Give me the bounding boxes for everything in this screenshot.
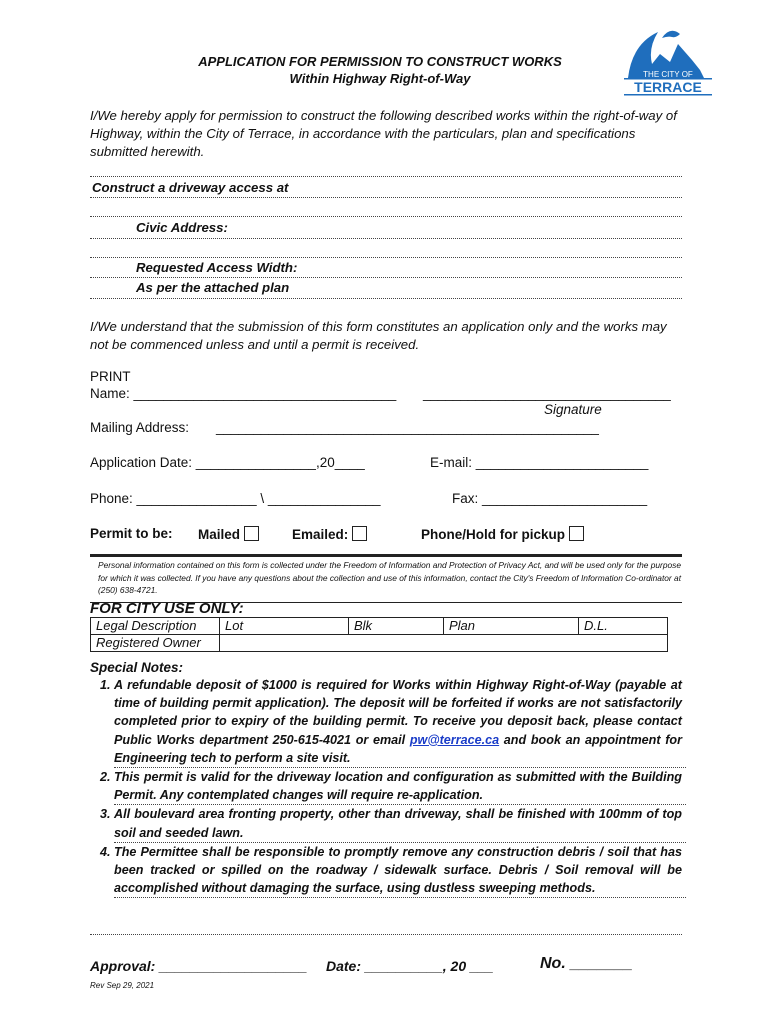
city-use-table	[90, 617, 668, 652]
logo-text-main: TERRACE	[634, 79, 702, 95]
note-item: 2. This permit is valid for the driveway location and configuration as submitted with the Building Permit. Any contemplated changes will require re-application.	[114, 768, 686, 805]
pickup-label: Phone/Hold for pickup	[421, 527, 565, 542]
note-item: 1. A refundable deposit of $1000 is required for Works within Highway Right-of-Way (payable at time of building permit application). The deposit will be forfeited if works are not satisfactorily completed prior to expiry of the building permit. To receive you deposit back, please contact Public Works department 250-615-4021 or email pw@terrace.ca and book an appointment for Engineering tech to perform a site visit.	[114, 676, 686, 768]
blk-cell: Blk	[349, 618, 444, 635]
signature-field[interactable]: _________________________________	[423, 386, 671, 401]
email-link[interactable]: pw@terrace.ca	[409, 732, 500, 747]
pickup-checkbox[interactable]	[569, 526, 584, 541]
note-item: 3. All boulevard area fronting property, other than driveway, shall be finished with 100mm of top soil and seeded lawn.	[114, 805, 686, 842]
form-title: APPLICATION FOR PERMISSION TO CONSTRUCT WORKS	[198, 54, 562, 69]
pickup-option[interactable]	[421, 526, 584, 542]
civic-address-label: Civic Address:	[136, 220, 228, 235]
mailing-address-field[interactable]: ___________________________________________________	[216, 420, 599, 435]
special-notes-heading: Special Notes:	[90, 660, 184, 675]
privacy-notice: Personal information contained on this form is collected under the Freedom of Information and Protection of Privacy Act, and will be used only for the purpose for which it was collected. If you have any questions about the collection and use of this information, contact the City's Freedom of Information Co-ordinator at (250) 638-4721.	[98, 560, 682, 595]
understand-paragraph: I/We understand that the submission of this form constitutes an application only and the works may not be commenced unless and until a permit is received.	[90, 319, 667, 352]
emailed-checkbox[interactable]	[352, 526, 367, 541]
revision-label: Rev Sep 29, 2021	[90, 981, 155, 990]
lot-cell: Lot	[220, 618, 349, 635]
phone-field[interactable]: Phone: ________________ \ _______________	[90, 491, 381, 506]
legal-description-label: Legal Description	[91, 618, 220, 635]
city-use-heading: FOR CITY USE ONLY:	[90, 600, 244, 617]
date-field[interactable]: Date: __________, 20 ___	[326, 958, 494, 974]
emailed-label: Emailed:	[292, 527, 349, 542]
mountain-logo-icon	[618, 24, 714, 96]
mailed-option[interactable]	[198, 526, 259, 542]
mailed-label: Mailed	[198, 527, 241, 542]
fax-field[interactable]: Fax: ______________________	[452, 491, 648, 506]
form-subtitle: Within Highway Right-of-Way	[289, 71, 471, 86]
per-plan-label: As per the attached plan	[136, 280, 290, 295]
special-notes	[90, 660, 686, 898]
name-field[interactable]: Name: ___________________________________	[90, 386, 397, 401]
construct-label: Construct a driveway access at	[92, 180, 289, 195]
logo-text-top: THE CITY OF	[643, 70, 693, 79]
access-width-label: Requested Access Width:	[136, 260, 298, 275]
permit-label: Permit to be:	[90, 526, 173, 541]
application-date-field[interactable]: Application Date: ________________,20____	[90, 455, 365, 470]
note-item: 4. The Permittee shall be responsible to promptly remove any construction debris / soil that has been tracked or spilled on the roadway / sidewalk surface. Debris / Soil removal will be accomplished without damaging the surface, using dustless sweeping methods.	[114, 843, 686, 899]
signature-label: Signature	[544, 402, 602, 417]
email-field[interactable]: E-mail: _______________________	[430, 455, 649, 470]
plan-cell: Plan	[444, 618, 579, 635]
emailed-option[interactable]	[292, 526, 367, 542]
approval-field[interactable]: Approval: ___________________	[90, 958, 308, 974]
city-of-terrace-logo	[618, 24, 714, 96]
mailing-address-label: Mailing Address:	[90, 420, 190, 435]
print-label: PRINT	[90, 369, 131, 384]
dl-cell: D.L.	[579, 618, 668, 635]
registered-owner-value	[220, 635, 668, 652]
mailed-checkbox[interactable]	[244, 526, 259, 541]
registered-owner-label: Registered Owner	[91, 635, 220, 652]
intro-paragraph: I/We hereby apply for permission to construct the following described works within the right-of-way of Highway, within the City of Terrace, in accordance with the particulars, plan and specifications submitted herewith.	[90, 108, 677, 159]
number-field[interactable]: No. _______	[540, 955, 633, 972]
